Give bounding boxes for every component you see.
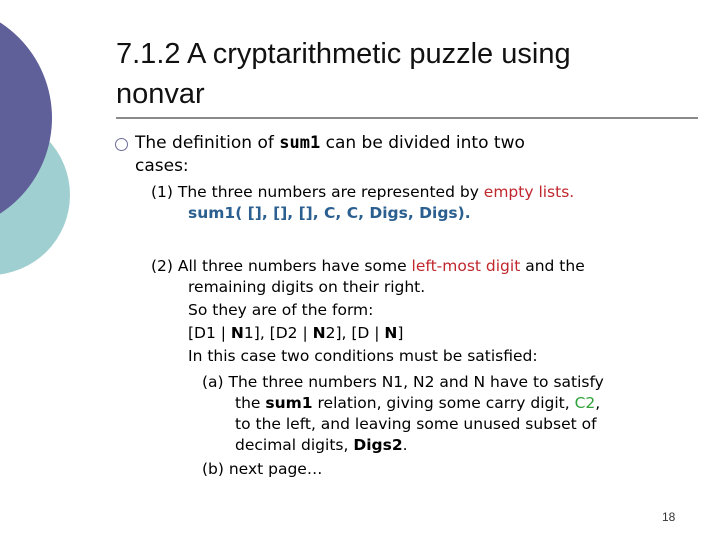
form-n: N (312, 324, 326, 342)
subcase-a-line-3: to the left, and leaving some unused subset of (235, 415, 597, 433)
page-number: 18 (662, 510, 676, 524)
title-divider (116, 117, 698, 119)
form-part: ] (397, 324, 404, 342)
a-text: . (402, 436, 408, 454)
bullet-text-1: The definition of (135, 133, 280, 153)
a-text: decimal digits, (235, 436, 354, 454)
subcase-a-line-1: (a) The three numbers N1, N2 and N have to satisfy (202, 373, 604, 391)
a-digs2: Digs2 (353, 436, 403, 454)
a-text: , (595, 394, 601, 412)
case2-form (188, 323, 403, 344)
a-sum1: sum1 (265, 394, 313, 412)
case2-line-5: In this case two conditions must be satisfied: (188, 347, 538, 365)
subcase-b-line: (b) next page… (202, 460, 323, 478)
case1-highlight: empty lists. (483, 183, 575, 201)
subcase-a-line-2 (235, 393, 600, 414)
form-n: N (384, 324, 398, 342)
case2-text-a: (2) All three numbers have some (151, 257, 412, 275)
form-part: [D1 | (188, 324, 231, 342)
form-part: 1], [D2 | (243, 324, 313, 342)
bullet-circle-icon (115, 138, 128, 151)
a-text: relation, giving some carry digit, (312, 394, 575, 412)
case2-line-2: remaining digits on their right. (188, 278, 426, 296)
case2-highlight: left-most digit (411, 257, 521, 275)
a-c2: C2 (574, 394, 596, 412)
case1-code: sum1( [], [], [], C, C, Digs, Digs). (188, 204, 471, 222)
case2-line-1 (151, 256, 585, 277)
case2-line-3: So they are of the form: (188, 301, 374, 319)
title-line-1: 7.1.2 A cryptarithmetic puzzle using (116, 38, 571, 70)
slide-title (116, 34, 696, 114)
title-line-2: nonvar (116, 78, 205, 110)
form-part: 2], [D | (325, 324, 385, 342)
case1-text: (1) The three numbers are represented by (151, 183, 484, 201)
case2-text-c: and the (520, 257, 585, 275)
a-text: the (235, 394, 266, 412)
sum1-keyword: sum1 (279, 133, 321, 153)
form-n: N (230, 324, 244, 342)
case1-line (151, 182, 574, 203)
subcase-a-line-4 (235, 435, 408, 456)
bullet-paragraph (135, 132, 695, 178)
bullet-text-3: cases: (135, 156, 189, 176)
bullet-text-2: can be divided into two (320, 133, 525, 153)
